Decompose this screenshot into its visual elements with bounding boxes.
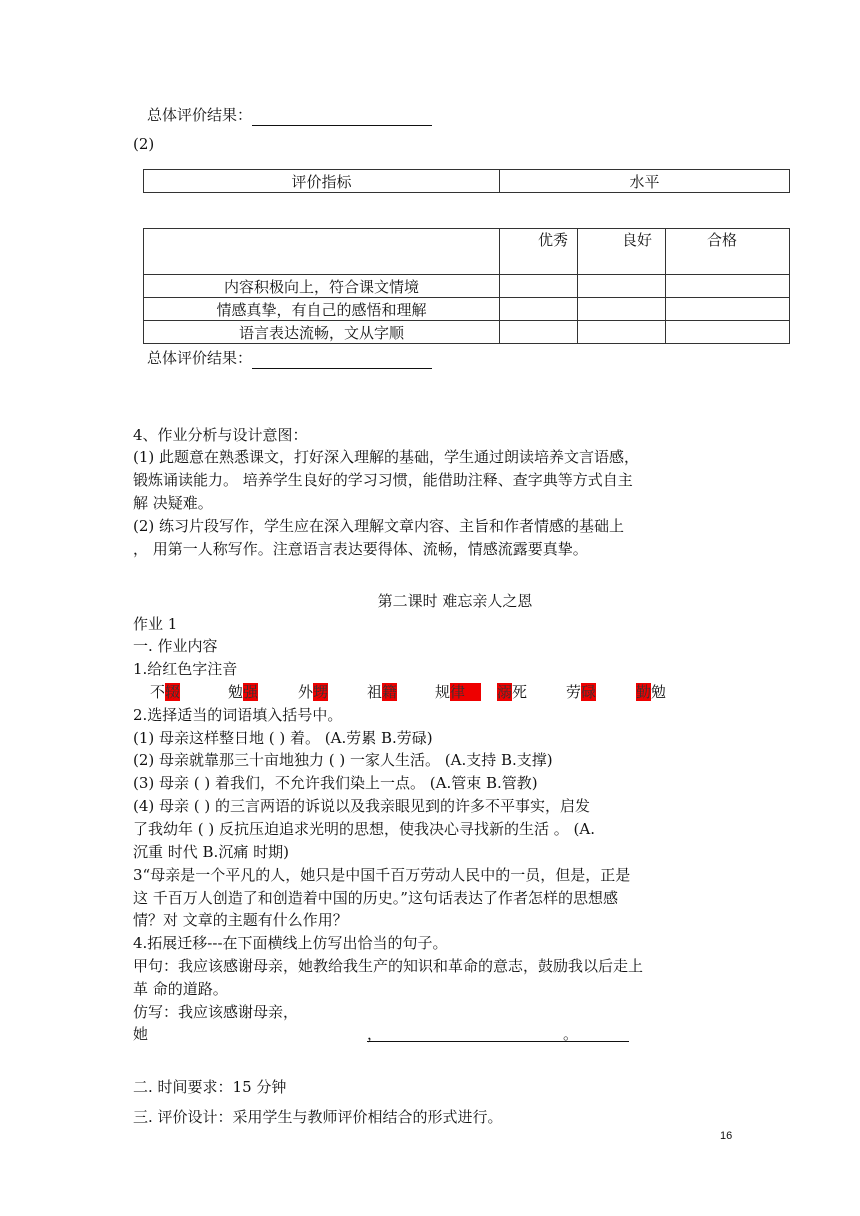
rating-cell[interactable] [666, 298, 790, 321]
level-good: 良好 [578, 229, 666, 275]
header-level: 水平 [500, 170, 790, 193]
rating-cell[interactable] [500, 275, 578, 298]
table-row [144, 298, 790, 321]
analysis-title: 4、作业分析与设计意图： [133, 426, 308, 444]
question-3-line: 这 千百万人创造了和创造着中国的历史。”这句话表达了作者怎样的思想感 [133, 889, 618, 907]
section-2-time: 二. 时间要求：15 分钟 [133, 1078, 287, 1096]
rating-cell[interactable] [500, 298, 578, 321]
level-pass: 合格 [666, 229, 790, 275]
table-row [144, 275, 790, 298]
period: 。 [563, 1025, 579, 1043]
comma: ， [367, 1025, 383, 1043]
phonetic-word: 规律 [435, 681, 481, 703]
phonetic-word: 外甥 [298, 683, 329, 701]
section-1-title: 一. 作业内容 [133, 637, 218, 655]
rating-cell[interactable] [666, 321, 790, 344]
rating-cell[interactable] [578, 321, 666, 344]
answer-line[interactable] [252, 107, 432, 126]
rating-cell[interactable] [666, 275, 790, 298]
question-2-item: (3) 母亲 ( ) 着我们，不允许我们染上一点。 (A.管束 B.管教) [133, 774, 538, 792]
analysis-p1-line: 解 决疑难。 [133, 494, 213, 512]
overall-result-label: 总体评价结果： [147, 349, 253, 367]
subitem-2-label: (2) [133, 135, 155, 153]
phonetic-word: 不辍 [150, 683, 181, 701]
phonetic-word: 勉强 [228, 683, 259, 701]
section-3-evaluation: 三. 评价设计：采用学生与教师评价相结合的形式进行。 [133, 1108, 503, 1126]
rating-cell[interactable] [500, 321, 578, 344]
question-4-prompt: 仿写：我应该感谢母亲， [133, 1003, 299, 1021]
phonetic-word: 勤勉 [636, 683, 667, 701]
question-4-example: 革 命的道路。 [133, 980, 228, 998]
question-4-answer-line [133, 1023, 148, 1045]
overall-result-label: 总体评价结果： [147, 106, 253, 124]
homework-label: 作业 1 [133, 615, 178, 633]
phonetic-word: 劳碌 [566, 683, 597, 701]
page-number: 16 [720, 1130, 733, 1142]
analysis-p2-line: ， 用第一人称写作。注意语言表达要得体、流畅，情感流露要真挚。 [133, 540, 588, 558]
overall-result-1 [147, 104, 432, 126]
rating-cell[interactable] [578, 275, 666, 298]
question-2-item: (1) 母亲这样整日地 ( ) 着。 (A.劳累 B.劳碌) [133, 729, 433, 747]
question-2-item: (2) 母亲就靠那三十亩地独力 ( ) 一家人生活。 (A.支持 B.支撑) [133, 751, 553, 769]
table-corner-cell [144, 229, 500, 275]
header-indicator: 评价指标 [144, 170, 500, 193]
rating-cell[interactable] [578, 298, 666, 321]
answer-line[interactable] [252, 350, 432, 369]
overall-result-2 [147, 347, 432, 369]
answer-start: 她 [133, 1025, 149, 1043]
question-2-item: 沉重 时代 B.沉痛 时期) [133, 843, 289, 861]
phonetic-word: 祖籍 [367, 683, 398, 701]
question-1-title: 1.给红色字注音 [133, 660, 238, 678]
analysis-p1-line: (1) 此题意在熟悉课文，打好深入理解的基础，学生通过朗读培养文言语感， [133, 448, 640, 466]
question-3-line: 3“母亲是一个平凡的人，她只是中国千百万劳动人民中的一员，但是，正是 [133, 866, 631, 884]
analysis-p1-line: 锻炼诵读能力。 培养学生良好的学习习惯，能借助注释、查字典等方式自主 [133, 471, 633, 489]
question-2-item: (4) 母亲 ( ) 的三言两语的诉说以及我亲眼见到的许多不平事实，启发 [133, 797, 591, 815]
level-excellent: 优秀 [500, 229, 578, 275]
answer-line[interactable] [367, 1023, 629, 1042]
row-indicator: 内容积极向上，符合课文情境 [144, 275, 500, 298]
phonetic-word: 溺死 [497, 683, 528, 701]
question-4-title: 4.拓展迁移---在下面横线上仿写出恰当的句子。 [133, 934, 448, 952]
row-indicator: 情感真挚，有自己的感悟和理解 [144, 298, 500, 321]
question-3-line: 情？对 文章的主题有什么作用？ [133, 911, 348, 929]
lesson-title: 第二课时 难忘亲人之恩 [377, 592, 533, 610]
evaluation-table [143, 228, 790, 344]
row-indicator: 语言表达流畅，文从字顺 [144, 321, 500, 344]
question-2-title: 2.选择适当的词语填入括号中。 [133, 706, 343, 724]
analysis-p2-line: (2) 练习片段写作，学生应在深入理解文章内容、主旨和作者情感的基础上 [133, 517, 625, 535]
evaluation-header-table [143, 169, 790, 193]
table-row [144, 321, 790, 344]
question-2-item: 了我幼年 ( ) 反抗压迫追求光明的思想，使我决心寻找新的生活 。 (A. [133, 820, 595, 838]
question-4-example: 甲句：我应该感谢母亲，她教给我生产的知识和革命的意志，鼓励我以后走上 [133, 957, 644, 975]
